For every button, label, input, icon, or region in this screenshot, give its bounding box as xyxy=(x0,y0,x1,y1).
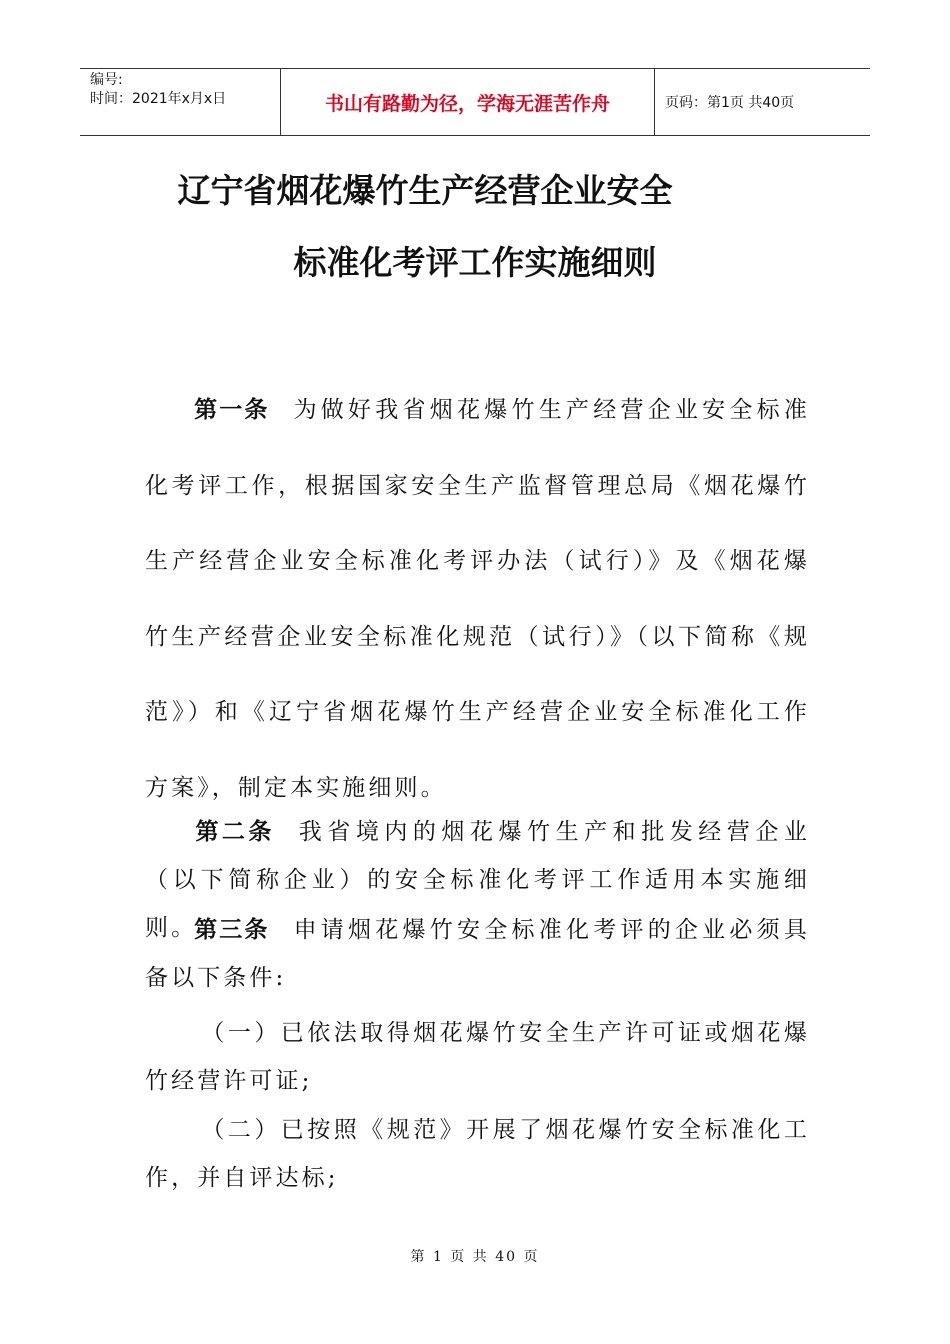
article-text: 为做好我省烟花爆竹生产经营企业安全标准化考评工作，根据国家安全生产监督管理总局《烟花爆竹生产经营企业安全标准化考评办法（试行）》及《烟花爆竹生产经营企业安全标准化规范（试行）》（以下简称《规范》）和《辽宁省烟花爆竹生产经营企业安全标准化工作方案》，制定本实施细则。 xyxy=(145,397,810,801)
article-text: 申请烟花爆竹安全标准化考评的企业必须具备以下条件: xyxy=(145,917,810,991)
page-code-text: 页码：第1页 共40页 xyxy=(665,95,795,111)
condition-item-2 xyxy=(145,1106,810,1202)
article-3 xyxy=(145,906,810,1002)
condition-text: （一）已依法取得烟花爆竹安全生产许可证或烟花爆竹经营许可证; xyxy=(145,1020,810,1094)
header-meta xyxy=(80,69,280,135)
condition-item-1 xyxy=(145,1009,810,1105)
article-label: 第二条 xyxy=(193,819,275,845)
condition-text: （二）已按照《规范》开展了烟花爆竹安全标准化工作，并自评达标; xyxy=(145,1117,810,1191)
article-text: 我省境内的烟花爆竹生产和批发经营企业（以下简称企业）的安全标准化考评工作适用本实施细则。 xyxy=(145,819,810,941)
motto-text: 书山有路勤为径，学海无涯苦作舟 xyxy=(324,92,610,115)
article-1 xyxy=(145,373,810,826)
page-footer: 第 1 页 共 40 页 xyxy=(410,1249,540,1265)
document-title-line-1: 辽宁省烟花爆竹生产经营企业安全 xyxy=(177,171,673,210)
date-label: 时间：2021年x月x日 xyxy=(90,91,227,107)
document-title-line-2: 标准化考评工作实施细则 xyxy=(293,243,657,282)
document-header xyxy=(80,68,870,136)
header-motto-cell xyxy=(280,69,655,135)
article-label: 第三条 xyxy=(193,917,270,943)
serial-number-label: 编号: xyxy=(90,72,123,88)
header-page-code xyxy=(655,69,870,135)
article-label: 第一条 xyxy=(193,397,270,423)
